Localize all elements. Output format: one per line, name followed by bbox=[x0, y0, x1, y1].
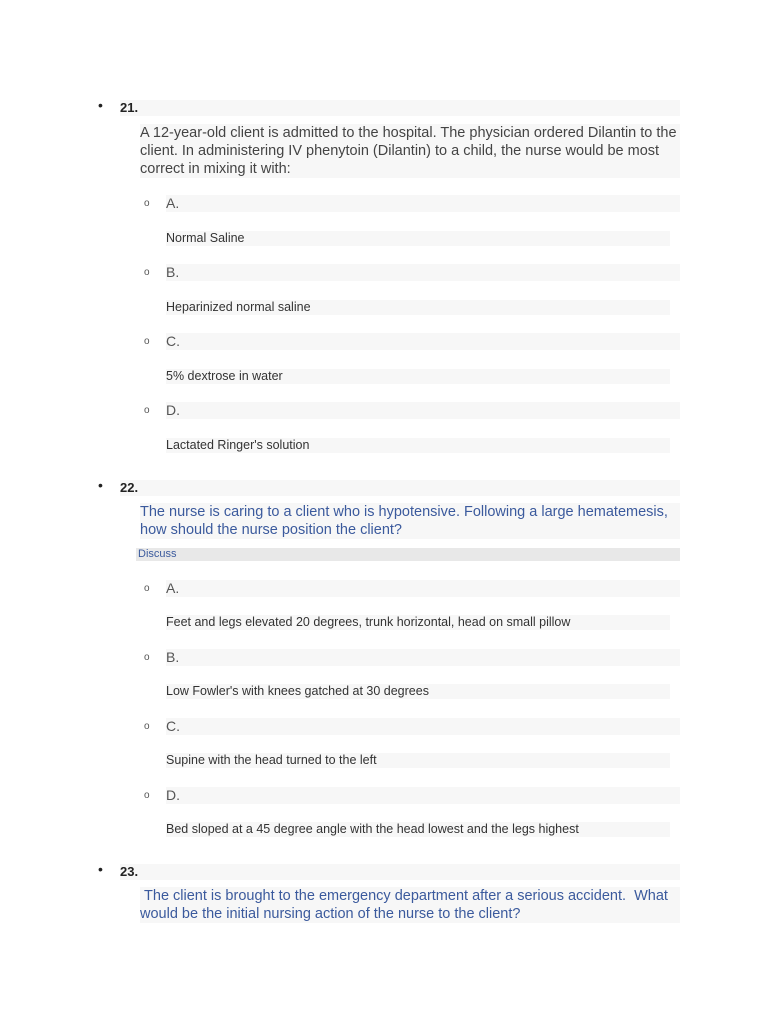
option-row[interactable] bbox=[140, 787, 680, 804]
option-letter: C. bbox=[166, 333, 180, 349]
sub-bullet: o bbox=[144, 267, 150, 278]
question-stem: The client is brought to the emergency department after a serious accident. What would be the initial nursing action of the nurse to the client? bbox=[140, 887, 680, 923]
option-band bbox=[166, 333, 680, 350]
option-answer[interactable]: Low Fowler's with knees gatched at 30 degrees bbox=[166, 684, 670, 699]
header-band bbox=[120, 100, 680, 116]
option-answer[interactable]: Feet and legs elevated 20 degrees, trunk horizontal, head on small pillow bbox=[166, 615, 670, 630]
sub-bullet: o bbox=[144, 790, 150, 801]
question-stem: The nurse is caring to a client who is hypotensive. Following a large hematemesis, how should the nurse position the client? bbox=[140, 503, 680, 539]
bullet: • bbox=[98, 861, 103, 877]
option-band bbox=[166, 264, 680, 281]
sub-bullet: o bbox=[144, 721, 150, 732]
sub-bullet: o bbox=[144, 583, 150, 594]
option-answer[interactable]: 5% dextrose in water bbox=[166, 369, 670, 384]
option-band bbox=[166, 195, 680, 212]
sub-bullet: o bbox=[144, 405, 150, 416]
option-row[interactable] bbox=[140, 264, 680, 281]
option-row[interactable] bbox=[140, 718, 680, 735]
option-letter: D. bbox=[166, 402, 180, 418]
question-number: 21. bbox=[120, 100, 139, 115]
sub-bullet: o bbox=[144, 652, 150, 663]
option-answer[interactable]: Normal Saline bbox=[166, 231, 670, 246]
option-band bbox=[166, 580, 680, 597]
question-header bbox=[98, 97, 680, 116]
question-stem: A 12-year-old client is admitted to the hospital. The physician ordered Dilantin to the client. In administering IV phenytoin (Dilantin) to a child, the nurse would be most correct in mixing it with: bbox=[140, 124, 680, 178]
option-answer[interactable]: Supine with the head turned to the left bbox=[166, 753, 670, 768]
option-letter: B. bbox=[166, 649, 180, 665]
option-row[interactable] bbox=[140, 402, 680, 419]
header-band bbox=[120, 480, 680, 496]
option-letter: A. bbox=[166, 195, 180, 211]
question-header bbox=[98, 477, 680, 496]
option-row[interactable] bbox=[140, 333, 680, 350]
sub-bullet: o bbox=[144, 336, 150, 347]
header-band bbox=[120, 864, 680, 880]
option-answer[interactable]: Lactated Ringer's solution bbox=[166, 438, 670, 453]
option-band bbox=[166, 649, 680, 666]
bullet: • bbox=[98, 477, 103, 493]
discuss-link[interactable]: Discuss bbox=[136, 548, 680, 561]
option-row[interactable] bbox=[140, 649, 680, 666]
option-band bbox=[166, 718, 680, 735]
sub-bullet: o bbox=[144, 198, 150, 209]
option-letter: B. bbox=[166, 264, 180, 280]
option-row[interactable] bbox=[140, 195, 680, 212]
option-band bbox=[166, 787, 680, 804]
question-number: 23. bbox=[120, 864, 139, 879]
option-band bbox=[166, 402, 680, 419]
question-number: 22. bbox=[120, 480, 139, 495]
option-answer[interactable]: Heparinized normal saline bbox=[166, 300, 670, 315]
option-row[interactable] bbox=[140, 580, 680, 597]
option-letter: D. bbox=[166, 787, 180, 803]
option-letter: A. bbox=[166, 580, 180, 596]
option-letter: C. bbox=[166, 718, 180, 734]
question-header bbox=[98, 861, 680, 880]
option-answer[interactable]: Bed sloped at a 45 degree angle with the head lowest and the legs highest bbox=[166, 822, 670, 837]
bullet: • bbox=[98, 97, 103, 113]
